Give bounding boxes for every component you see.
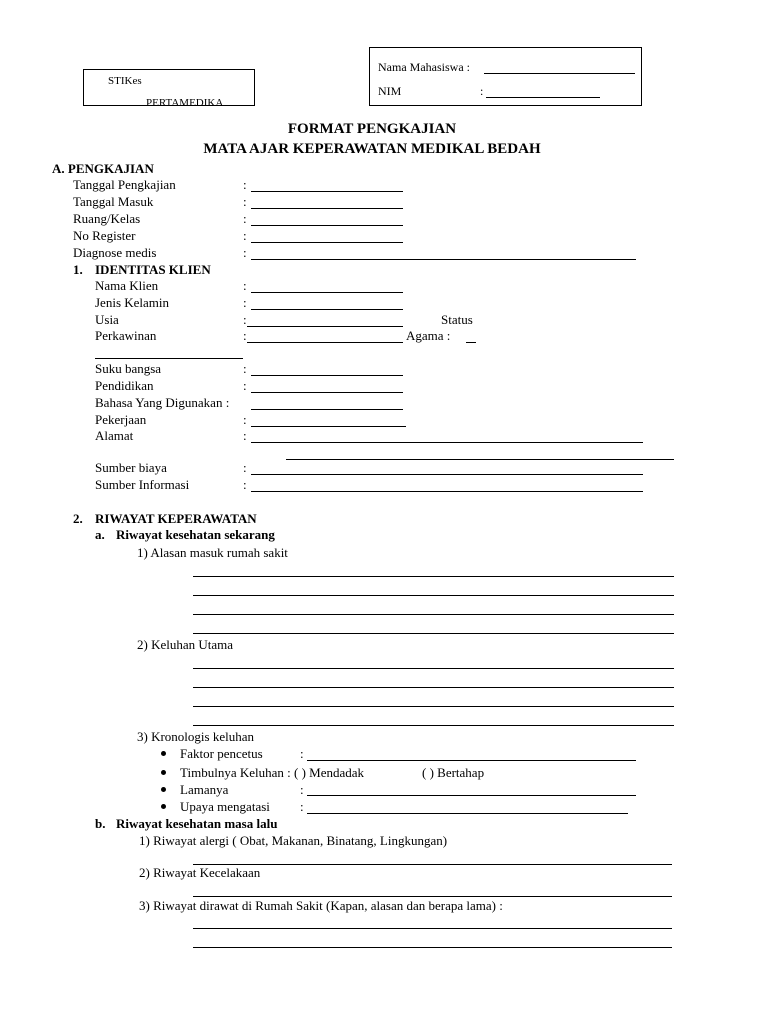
field-colon: : [243, 211, 247, 226]
kronologis-label: 3) Kronologis keluhan [137, 729, 254, 744]
institution-box [83, 69, 255, 106]
field-colon: : [243, 361, 247, 376]
tanggal-pengkajian-field[interactable] [251, 191, 403, 192]
faktor-pencetus-label: Faktor pencetus [180, 746, 263, 761]
alamat-field-line2[interactable] [286, 459, 674, 460]
alamat-field[interactable] [251, 442, 643, 443]
field-colon: : [243, 428, 247, 443]
section-a-heading: A. PENGKAJIAN [52, 161, 154, 176]
riwayat-kecelakaan-line[interactable] [193, 896, 672, 897]
agama-continuation-line[interactable] [95, 358, 243, 359]
riwayat-alergi-label: 1) Riwayat alergi ( Obat, Makanan, Binatang, Lingkungan) [139, 833, 448, 848]
lamanya-label: Lamanya [180, 782, 229, 797]
form-subtitle: MATA AJAR KEPERAWATAN MEDIKAL BEDAH [203, 141, 541, 157]
usia-field[interactable] [247, 326, 403, 327]
alasan-masuk-label: 1) Alasan masuk rumah sakit [137, 545, 288, 560]
riwayat-heading: RIWAYAT KEPERAWATAN [95, 511, 257, 526]
tanggal-masuk-field[interactable] [251, 208, 403, 209]
field-label-pendidikan: Pendidikan [95, 378, 154, 393]
timbulnya-keluhan-label[interactable]: Timbulnya Keluhan : ( ) Mendadak [180, 765, 365, 780]
field-colon: : [243, 278, 247, 293]
field-colon: : [243, 194, 247, 209]
bullet-icon [161, 751, 166, 756]
riwayat-number: 2. [73, 511, 83, 526]
field-colon: : [300, 746, 304, 761]
field-colon: : [243, 295, 247, 310]
field-label-nama-klien: Nama Klien [95, 278, 159, 293]
diagnose-medis-field[interactable] [251, 259, 636, 260]
faktor-pencetus-field[interactable] [307, 760, 636, 761]
bullet-icon [161, 787, 166, 792]
field-label-pekerjaan: Pekerjaan [95, 412, 147, 427]
student-name-field[interactable] [484, 73, 635, 74]
field-colon: : [300, 799, 304, 814]
keluhan-utama-line[interactable] [193, 725, 674, 726]
subsection-a-letter: a. [95, 527, 105, 542]
field-label-usia: Usia [95, 312, 119, 327]
alasan-masuk-line[interactable] [193, 614, 674, 615]
pendidikan-field[interactable] [251, 392, 403, 393]
field-colon: : [243, 477, 247, 492]
nim-label: NIM [378, 84, 402, 98]
suku-bangsa-field[interactable] [251, 375, 403, 376]
field-colon: : [300, 782, 304, 797]
no-register-field[interactable] [251, 242, 403, 243]
nama-klien-field[interactable] [251, 292, 403, 293]
sumber-biaya-field[interactable] [251, 474, 643, 475]
field-colon: : [243, 312, 247, 327]
riwayat-kecelakaan-label: 2) Riwayat Kecelakaan [139, 865, 261, 880]
field-label-sumber-biaya: Sumber biaya [95, 460, 167, 475]
agama-field[interactable] [466, 342, 476, 343]
field-label-diagnose-medis: Diagnose medis [73, 245, 157, 260]
field-label-suku-bangsa: Suku bangsa [95, 361, 162, 376]
keluhan-utama-line[interactable] [193, 706, 674, 707]
field-label-ruang-kelas: Ruang/Kelas [73, 211, 141, 226]
field-colon: : [243, 412, 247, 427]
keluhan-utama-line[interactable] [193, 687, 674, 688]
field-label-alamat: Alamat [95, 428, 134, 443]
field-colon: : [243, 328, 247, 343]
field-colon: : [243, 460, 247, 475]
field-label-tanggal-pengkajian: Tanggal Pengkajian [73, 177, 176, 192]
riwayat-dirawat-line[interactable] [193, 928, 672, 929]
identitas-heading: IDENTITAS KLIEN [95, 262, 211, 277]
field-label-jenis-kelamin: Jenis Kelamin [95, 295, 170, 310]
field-colon: : [243, 245, 247, 260]
jenis-kelamin-field[interactable] [251, 309, 403, 310]
alasan-masuk-line[interactable] [193, 576, 674, 577]
field-label-tanggal-masuk: Tanggal Masuk [73, 194, 154, 209]
riwayat-alergi-line[interactable] [193, 864, 672, 865]
bullet-icon [161, 804, 166, 809]
subsection-b-letter: b. [95, 816, 106, 831]
institution-name: STIKes [108, 75, 142, 87]
field-label-agama: Agama : [406, 328, 451, 343]
identitas-number: 1. [73, 262, 83, 277]
bahasa-field[interactable] [251, 409, 403, 410]
upaya-mengatasi-field[interactable] [307, 813, 628, 814]
field-label-status: Status [441, 312, 473, 327]
status-perkawinan-field[interactable] [247, 342, 403, 343]
sumber-informasi-field[interactable] [251, 491, 643, 492]
field-label-perkawinan: Perkawinan [95, 328, 157, 343]
nim-colon: : [480, 84, 484, 98]
field-colon: : [243, 378, 247, 393]
bullet-icon [161, 770, 166, 775]
nim-field[interactable] [486, 97, 600, 98]
institution-subname: PERTAMEDIKA [146, 97, 224, 106]
upaya-mengatasi-label: Upaya mengatasi [180, 799, 270, 814]
alasan-masuk-line[interactable] [193, 595, 674, 596]
subsection-b-heading: Riwayat kesehatan masa lalu [116, 816, 278, 831]
ruang-kelas-field[interactable] [251, 225, 403, 226]
field-colon: : [243, 177, 247, 192]
alasan-masuk-line[interactable] [193, 633, 674, 634]
field-label-no-register: No Register [73, 228, 136, 243]
riwayat-dirawat-line[interactable] [193, 947, 672, 948]
form-title: FORMAT PENGKAJIAN [287, 121, 457, 137]
field-label-sumber-informasi: Sumber Informasi [95, 477, 190, 492]
field-colon: : [243, 228, 247, 243]
field-label-bahasa: Bahasa Yang Digunakan : [95, 395, 230, 410]
subsection-a-heading: Riwayat kesehatan sekarang [116, 527, 275, 542]
student-name-label: Nama Mahasiswa : [378, 60, 470, 74]
keluhan-utama-line[interactable] [193, 668, 674, 669]
bertahap-option[interactable]: ( ) Bertahap [422, 765, 485, 780]
riwayat-dirawat-label: 3) Riwayat dirawat di Rumah Sakit (Kapan, alasan dan berapa lama) : [139, 898, 503, 913]
pekerjaan-field[interactable] [251, 426, 406, 427]
keluhan-utama-label: 2) Keluhan Utama [137, 637, 234, 652]
lamanya-field[interactable] [307, 795, 636, 796]
